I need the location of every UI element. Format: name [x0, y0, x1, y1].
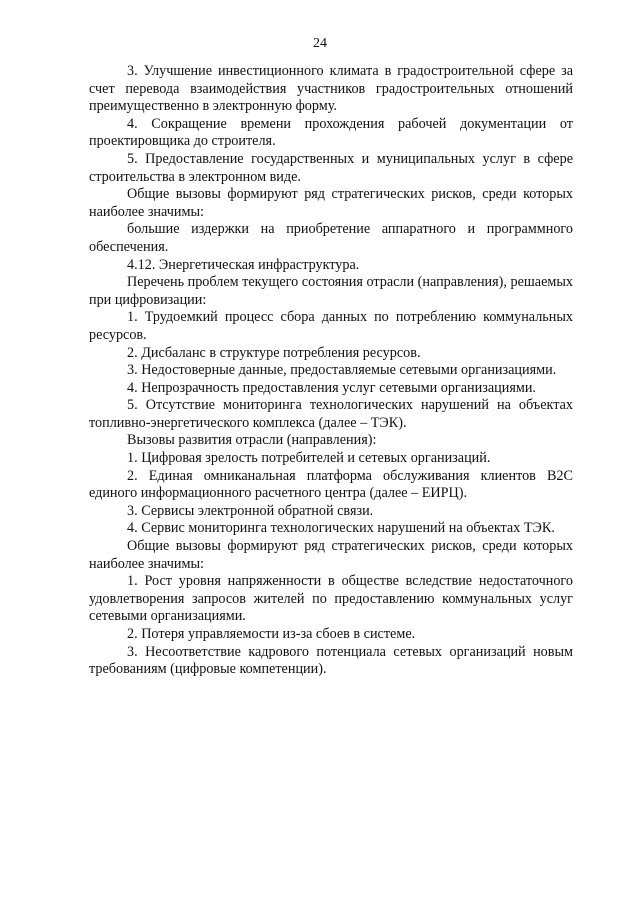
list-item-challenge-1: 1. Цифровая зрелость потребителей и сетевых организаций. [127, 450, 491, 467]
list-item-challenge-3: 3. Сервисы электронной обратной связи. [127, 502, 374, 519]
section-heading-energy: 4.12. Энергетическая инфраструктура. [127, 256, 360, 273]
paragraph-public-services: 5. Предоставление государственных и муниципальных услуг в сфере строительства в электронном виде. [89, 150, 573, 185]
list-item-problem-5: 5. Отсутствие мониторинга технологических нарушений на объектах топливно-энергетического комплекса (далее – ТЭК). [89, 397, 573, 431]
page-number: 24 [313, 36, 327, 51]
list-item-problem-4: 4. Непрозрачность предоставления услуг сетевыми организациями. [127, 379, 536, 396]
list-item-problem-1: 1. Трудоемкий процесс сбора данных по потреблению коммунальных ресурсов. [89, 309, 573, 343]
paragraph-strategic-risks-intro: Общие вызовы формируют ряд стратегических рисков, среди которых наиболее значимы: [89, 186, 573, 220]
list-item-risk-2: 2. Потеря управляемости из-за сбоев в системе. [127, 626, 416, 642]
paragraph-challenges-intro: Вызовы развития отрасли (направления): [127, 432, 377, 449]
list-item-risk-1: 1. Рост уровня напряженности в обществе вследствие недостаточного удовлетворения запросов жителей по предоставлению коммунальных услуг сетевыми организациями. [89, 573, 573, 625]
paragraph-investment-climate: 3. Улучшение инвестиционного климата в градостроительной сфере за счет перевода взаимодействия участников градостроительных отношений преимущественно в электронную форму. [89, 63, 573, 115]
list-item-challenge-2: 2. Единая омниканальная платформа обслуживания клиентов B2C единого информационного расчетного центра (далее – ЕИРЦ). [89, 467, 573, 502]
list-item-risk-3: 3. Несоответствие кадрового потенциала сетевых организаций новым требованиям (цифровые компетенции). [89, 643, 573, 678]
paragraph-documentation-time: 4. Сокращение времени прохождения рабочей документации от проектировщика до строителя. [89, 115, 573, 150]
list-item-challenge-4: 4. Сервис мониторинга технологических нарушений на объектах ТЭК. [127, 520, 555, 537]
paragraph-hardware-costs: большие издержки на приобретение аппаратного и программного обеспечения. [89, 221, 573, 255]
list-item-problem-2: 2. Дисбаланс в структуре потребления ресурсов. [127, 344, 421, 361]
paragraph-risks-intro-2: Общие вызовы формируют ряд стратегических рисков, среди которых наиболее значимы: [89, 538, 573, 572]
list-item-problem-3: 3. Недостоверные данные, предоставляемые сетевыми организациями. [127, 362, 557, 379]
paragraph-problems-intro: Перечень проблем текущего состояния отрасли (направления), решаемых при цифровизации: [89, 274, 573, 308]
document-body [89, 63, 573, 679]
